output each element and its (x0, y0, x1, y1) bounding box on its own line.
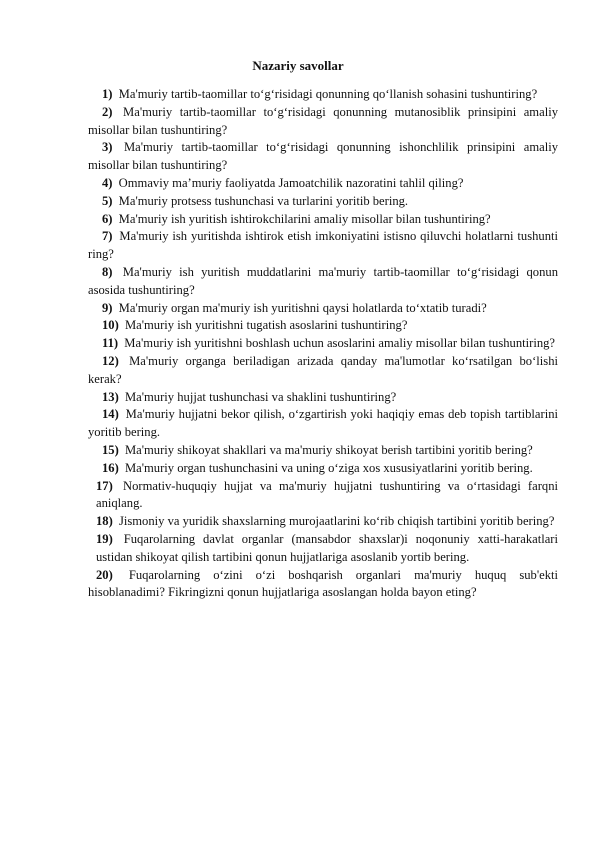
question-number: 6) (102, 211, 113, 226)
question-item (88, 531, 558, 567)
question-text: Normativ-huquqiy hujjat va ma'muriy hujjatni tushuntiring va o‘rtasidagi farqni aniqlang. (96, 478, 558, 511)
question-item (88, 211, 558, 229)
question-text: Ommaviy ma’muriy faoliyatda Jamoatchilik nazoratini tahlil qiling? (118, 175, 464, 190)
question-item (88, 228, 558, 264)
question-item (88, 86, 558, 104)
question-text: Fuqarolarning o‘zini o‘zi boshqarish organlari ma'muriy huquq sub'ekti hisoblanadimi? Fikringizni qonun hujjatlariga asoslangan holda bayon eting? (88, 567, 558, 600)
question-item (88, 264, 558, 300)
question-item (88, 175, 558, 193)
question-text: Ma'muriy ish yuritish ishtirokchilarini amaliy misollar bilan tushuntiring? (118, 211, 491, 226)
question-number: 5) (102, 193, 113, 208)
question-item (88, 353, 558, 389)
question-text: Jismoniy va yuridik shaxslarning murojaatlarini ko‘rib chiqish tartibini yoritib bering? (118, 514, 555, 529)
question-text: Ma'muriy ish yuritishni boshlash uchun asoslarini amaliy misollar bilan tushuntiring? (124, 336, 556, 351)
question-text: Ma'muriy protsess tushunchasi va turlarini yoritib bering. (118, 193, 409, 208)
question-item (88, 442, 558, 460)
question-number: 17) (96, 478, 113, 493)
question-text: Ma'muriy ish yuritishda ishtirok etish imkoniyatini istisno qiluvchi holatlarni tushunti ring? (88, 229, 559, 262)
question-number: 9) (102, 300, 113, 315)
question-text: Fuqarolarning davlat organlar (mansabdor shaxslar)i noqonuniy xatti-harakatlari ustidan shikoyat qilish tartibini qonun hujjatlariga asoslanib yortib bering. (96, 531, 558, 564)
question-text: Ma'muriy shikoyat shakllari va ma'muriy shikoyat berish tartibini yoritib bering? (124, 442, 533, 457)
question-number: 12) (102, 353, 119, 368)
question-item (88, 567, 558, 603)
question-item (88, 406, 558, 442)
question-item (88, 317, 558, 335)
question-item (88, 104, 558, 140)
question-item (88, 139, 558, 175)
question-text: Ma'muriy hujjat tushunchasi va shaklini tushuntiring? (124, 389, 397, 404)
question-text: Ma'muriy organ tushunchasini va uning o‘ziga xos xususiyatlarini yoritib bering. (124, 460, 533, 475)
question-text: Ma'muriy tartib-taomillar to‘g‘risidagi qonunning ishonchlilik prinsipini amaliy misollar bilan tushuntiring? (88, 140, 558, 173)
page-title: Nazariy savollar (252, 58, 344, 73)
question-text: Ma'muriy ish yuritish muddatlarini ma'muriy tartib-taomillar to‘g‘risidagi qonun asosida tushuntiring? (88, 264, 558, 297)
question-text: Ma'muriy ish yuritishni tugatish asoslarini tushuntiring? (124, 318, 408, 333)
question-number: 13) (102, 389, 119, 404)
question-text: Ma'muriy organ ma'muriy ish yuritishni qaysi holatlarda to‘xtatib turadi? (118, 300, 487, 315)
question-number: 20) (96, 567, 113, 582)
question-number: 3) (102, 140, 113, 155)
question-text: Ma'muriy hujjatni bekor qilish, o‘zgartirish yoki haqiqiy emas deb topish tartiblarini yoritib bering. (88, 407, 558, 440)
question-number: 14) (102, 407, 119, 422)
question-number: 2) (102, 104, 113, 119)
question-number: 4) (102, 175, 113, 190)
question-item (88, 300, 558, 318)
question-text: Ma'muriy organga beriladigan arizada qanday ma'lumotlar ko‘rsatilgan bo‘lishi kerak? (88, 353, 558, 386)
question-number: 8) (102, 264, 113, 279)
question-number: 11) (102, 336, 119, 351)
question-item (88, 193, 558, 211)
question-list (88, 86, 558, 602)
question-text: Ma'muriy tartib-taomillar to‘g‘risidagi qonunning qo‘llanish sohasini tushuntiring? (118, 87, 538, 101)
question-number: 10) (102, 318, 119, 333)
question-number: 16) (102, 460, 119, 475)
question-number: 1) (102, 87, 113, 101)
question-number: 18) (96, 514, 113, 529)
question-number: 7) (102, 229, 113, 244)
question-item (88, 335, 558, 353)
question-number: 19) (96, 531, 113, 546)
question-item (88, 513, 558, 531)
question-number: 15) (102, 442, 119, 457)
question-item (88, 460, 558, 478)
question-item (88, 389, 558, 407)
question-text: Ma'muriy tartib-taomillar to‘g‘risidagi qonunning mutanosiblik prinsipini amaliy misollar bilan tushuntiring? (88, 104, 558, 137)
question-item (88, 478, 558, 514)
